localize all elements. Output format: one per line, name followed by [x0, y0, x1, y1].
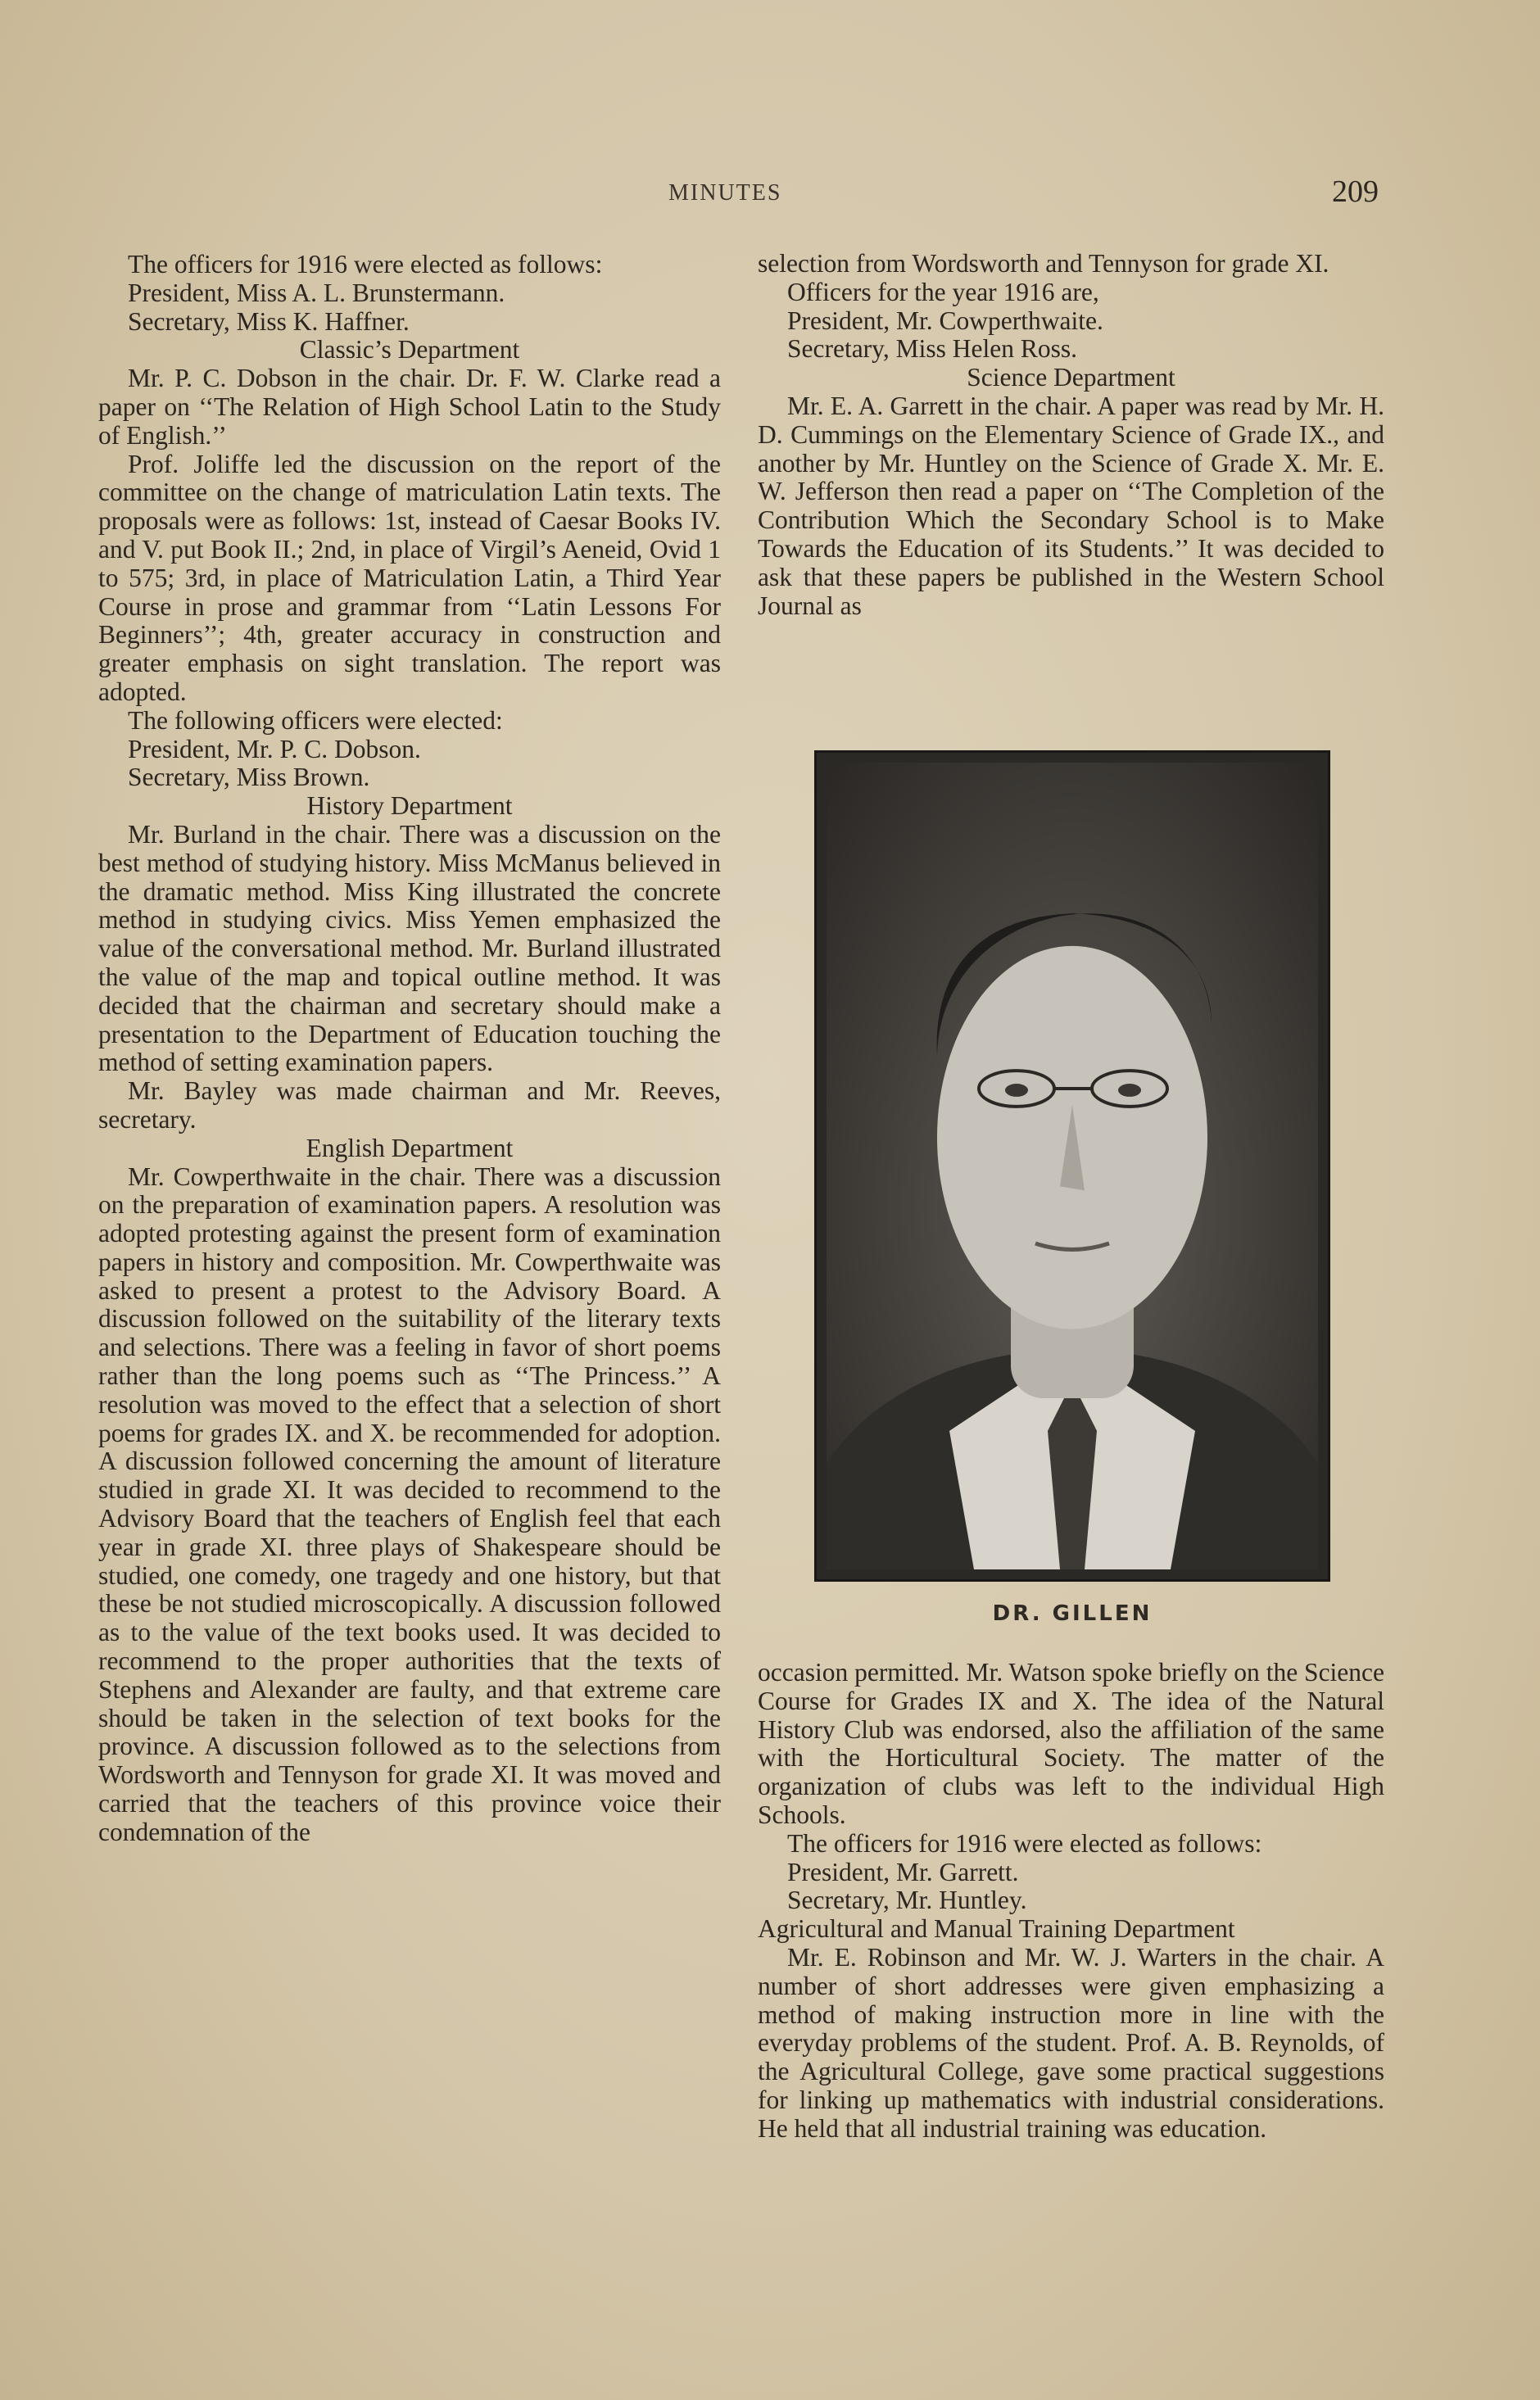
- department-heading: Science Department: [967, 363, 1175, 392]
- paragraph: Mr. E. Robinson and Mr. W. J. Warters in the chair. A number of short addresses were given emphasizing a method of making instruction more in line with the everyday problems of the student. Prof. A. B. Reynolds, of the Agricultural College, gave some practical suggestions for linking up mathematics with industrial considerations. He held that all industrial training was education.: [758, 1942, 1384, 2143]
- officer-line: Secretary, Miss Brown.: [128, 763, 370, 792]
- running-head: MINUTES: [668, 180, 782, 206]
- page-number: 209: [1332, 174, 1379, 209]
- department-heading: History Department: [306, 791, 513, 821]
- officer-line: President, Miss A. L. Brunstermann.: [128, 278, 505, 307]
- officer-line: Secretary, Mr. Huntley.: [787, 1886, 1027, 1915]
- paragraph-continued: selection from Wordsworth and Tennyson for grade XI.: [758, 249, 1329, 278]
- officer-line: President, Mr. Cowperthwaite.: [787, 306, 1103, 335]
- paragraph: The officers for 1916 were elected as follows:: [128, 250, 603, 278]
- portrait-image: [827, 763, 1318, 1569]
- paragraph: The officers for 1916 were elected as follows:: [787, 1828, 1262, 1858]
- portrait-photo: [814, 750, 1330, 1582]
- officer-line: President, Mr. Garrett.: [787, 1857, 1019, 1886]
- department-heading: Classic’s Department: [299, 335, 520, 365]
- portrait-drawing: [827, 763, 1318, 1569]
- page-header: [0, 174, 1540, 215]
- officer-line: Secretary, Miss K. Haffner.: [128, 306, 410, 336]
- paragraph: Officers for the year 1916 are,: [787, 277, 1099, 306]
- officer-line: President, Mr. P. C. Dobson.: [128, 734, 421, 763]
- paragraph: Mr. Cowperthwaite in the chair. There was a discussion on the preparation of examination papers. A resolution was adopted protesting against the present form of examination papers in history and composition. Mr. Cowperthwaite was asked to present a protest to the Advisory Board. A discussion followed on the suitability of the literary texts and selections. There was a feeling in favor of short poems rather than the long poems such as ‘‘The Princess.’’ A resolution was moved to the effect that a selection of short poems for grades IX. and X. be recommended for adoption. A discussion followed concerning the amount of literature studied in grade XI. It was decided to recommend to the Advisory Board that the teachers of English feel that each year in grade XI. three plays of Shakespeare should be studied, one comedy, one tragedy and one history, but that these be not studied microscopically. A discussion followed as to the value of the text books used. It was decided to recommend to the proper authorities that the texts of Stephens and Alexander are faulty, and that extreme care should be taken in the selection of text books for the province. A discussion followed as to the selections from Wordsworth and Tennyson for grade XI. It was moved and carried that the teachers of this province voice their condemnation of the: [98, 1162, 721, 1846]
- paragraph-continued: occasion permitted. Mr. Watson spoke briefly on the Science Course for Grades IX and X. The idea of the Natural History Club was endorsed, also the affiliation of the same with the Horticultural Society. The matter of the organization of clubs was left to the individual High Schools.: [758, 1658, 1384, 1829]
- portrait-caption: DR. GILLEN: [992, 1601, 1153, 1626]
- paragraph: Mr. Burland in the chair. There was a discussion on the best method of studying history. Miss McManus believed in the dramatic method. Miss King illustrated the concrete method in studying civics. Miss Yemen emphasized the value of the conversational method. Mr. Burland illustrated the value of the map and topical outline method. It was decided that the chairman and secretary should make a presentation to the Department of Education touching the method of setting examination papers.: [98, 819, 721, 1077]
- paragraph: Mr. P. C. Dobson in the chair. Dr. F. W. Clarke read a paper on ‘‘The Relation of High School Latin to the Study of English.’’: [98, 364, 721, 450]
- right-column-bottom: [758, 1659, 1384, 2144]
- right-column-top: [758, 250, 1384, 620]
- paragraph: Prof. Joliffe led the discussion on the report of the committee on the change of matriculation Latin texts. The proposals were as follows: 1st, instead of Caesar Books IV. and V. put Book II.; 2nd, in place of Virgil’s Aeneid, Ovid 1 to 575; 3rd, in place of Matriculation Latin, a Third Year Course in prose and grammar from ‘‘Latin Lessons For Beginners’’; 4th, greater accuracy in construction and greater emphasis on sight translation. The report was adopted.: [98, 449, 721, 706]
- department-heading: Agricultural and Manual Training Department: [758, 1914, 1235, 1944]
- officer-line: Secretary, Miss Helen Ross.: [787, 334, 1078, 364]
- department-heading: English Department: [306, 1133, 514, 1162]
- paragraph: Mr. E. A. Garrett in the chair. A paper was read by Mr. H. D. Cummings on the Elementary Science of Grade IX., and another by Mr. Huntley on the Science of Grade X. Mr. E. W. Jefferson then read a paper on ‘‘The Completion of the Contribution Which the Secondary School is to Make Towards the Education of its Students.’’ It was decided to ask that these papers be published in the Western School Journal as: [758, 391, 1384, 620]
- left-column: [98, 251, 721, 1847]
- paragraph: The following officers were elected:: [128, 705, 503, 735]
- paragraph: Mr. Bayley was made chairman and Mr. Reeves, secretary.: [98, 1076, 721, 1134]
